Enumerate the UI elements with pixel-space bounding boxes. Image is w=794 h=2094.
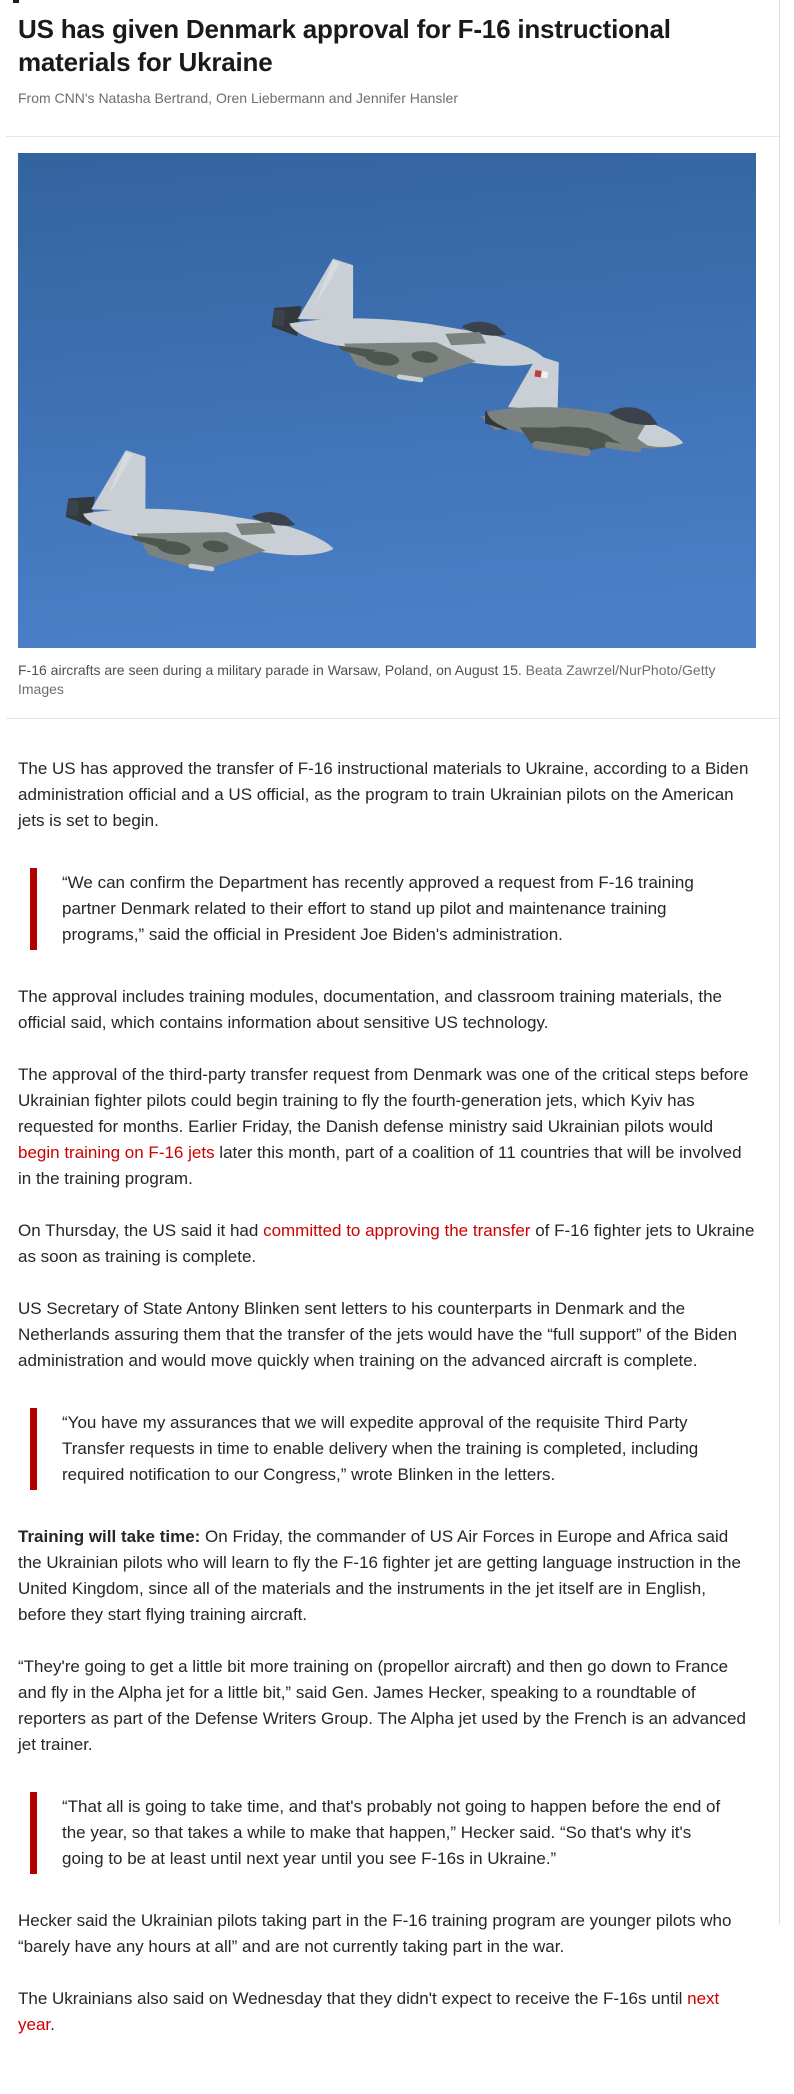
paragraph-text: “That all is going to take time, and that's probably not going to happen before the end of the year, so that takes a while to make that happen,” Hecker said. “So that's why it's going to be at least until next year until you see F-16s in Ukraine.”: [62, 1797, 721, 1868]
article-paragraph: [18, 1524, 756, 1628]
article-paragraph: [18, 756, 756, 834]
article-photo: [18, 153, 756, 648]
paragraph-text: The approval of the third-party transfer request from Denmark was one of the critical steps before Ukrainian fighter pilots could begin training to fly the fourth-generation jets, which Kyiv has requested for months. Earlier Friday, the Danish defense ministry said Ukrainian pilots would: [18, 1065, 749, 1136]
inline-link[interactable]: committed to approving the transfer: [263, 1221, 531, 1240]
paragraph-text: of F-16 fighter jets to Ukraine as soon as training is complete.: [18, 1221, 755, 1266]
paragraph-text: later this month, part of a coalition of 11 countries that will be involved in the training program.: [18, 1143, 742, 1188]
article-byline: From CNN's Natasha Bertrand, Oren Liebermann and Jennifer Hansler: [18, 90, 458, 106]
paragraph-text: “They're going to get a little bit more training on (propellor aircraft) and then go down to France and fly in the Alpha jet for a little bit,” said Gen. James Hecker, speaking to a roundtable of reporters as part of the Defense Writers Group. The Alpha jet used by the French is an advanced jet trainer.: [18, 1657, 746, 1754]
article-paragraph: [18, 1986, 756, 2038]
inline-link[interactable]: next year: [18, 1989, 720, 2034]
pull-quote: [30, 868, 756, 950]
article-paragraph: [18, 984, 756, 1036]
article-paragraph: [18, 1908, 756, 1960]
fighter-jets-photo: [18, 153, 756, 648]
photo-credit: Beata Zawrzel/NurPhoto/Getty Images: [18, 662, 716, 697]
pull-quote: [30, 1792, 756, 1874]
bold-lead-text: Training will take time:: [18, 1527, 206, 1546]
paragraph-text: US Secretary of State Antony Blinken sent letters to his counterparts in Denmark and the Netherlands assuring them that the transfer of the jets would have the “full support” of the Biden administration and would move quickly when training on the advanced aircraft is complete.: [18, 1299, 738, 1370]
paragraph-text: The Ukrainians also said on Wednesday that they didn't expect to receive the F-16s until: [18, 1989, 688, 2008]
paragraph-text: The US has approved the transfer of F-16 instructional materials to Ukraine, according to a Biden administration official and a US official, as the program to train Ukrainian pilots on the American jets is set to begin.: [18, 759, 749, 830]
article-headline: US has given Denmark approval for F-16 instructional materials for Ukraine: [18, 14, 671, 77]
inline-link[interactable]: begin training on F-16 jets: [18, 1143, 215, 1162]
paragraph-text: “We can confirm the Department has recently approved a request from F-16 training partner Denmark related to their effort to stand up pilot and maintenance training programs,” said the official in President Joe Biden's administration.: [62, 873, 694, 944]
paragraph-text: .: [50, 2015, 55, 2034]
paragraph-text: The approval includes training modules, documentation, and classroom training materials, the official said, which contains information about sensitive US technology.: [18, 987, 722, 1032]
article-paragraph: [18, 1654, 756, 1758]
paragraph-text: “You have my assurances that we will expedite approval of the requisite Third Party Transfer requests in time to enable delivery when the training is completed, including required notification to our Congress,” wrote Blinken in the letters.: [62, 1413, 699, 1484]
scrollbar-track[interactable]: [779, 0, 780, 1924]
paragraph-text: Hecker said the Ukrainian pilots taking part in the F-16 training program are younger pilots who “barely have any hours at all” and are not currently taking part in the war.: [18, 1911, 732, 1956]
article-paragraph: [18, 1296, 756, 1374]
page-top-artifact: [13, 0, 19, 3]
pull-quote: [30, 1408, 756, 1490]
photo-caption: [18, 661, 756, 699]
article-body: [0, 719, 794, 2094]
paragraph-text: On Friday, the commander of US Air Forces in Europe and Africa said the Ukrainian pilots who will learn to fly the F-16 fighter jet are getting language instruction in the United Kingdom, since all of the materials and the instruments in the jet itself are in English, before they start flying training aircraft.: [18, 1527, 741, 1624]
paragraph-text: On Thursday, the US said it had: [18, 1221, 264, 1240]
photo-caption-text: F-16 aircrafts are seen during a military parade in Warsaw, Poland, on August 15.: [18, 662, 522, 678]
article-paragraph: [18, 1062, 756, 1192]
sky-background: [18, 153, 756, 648]
divider-above-photo: [6, 136, 780, 137]
article-paragraph: [18, 1218, 756, 1270]
